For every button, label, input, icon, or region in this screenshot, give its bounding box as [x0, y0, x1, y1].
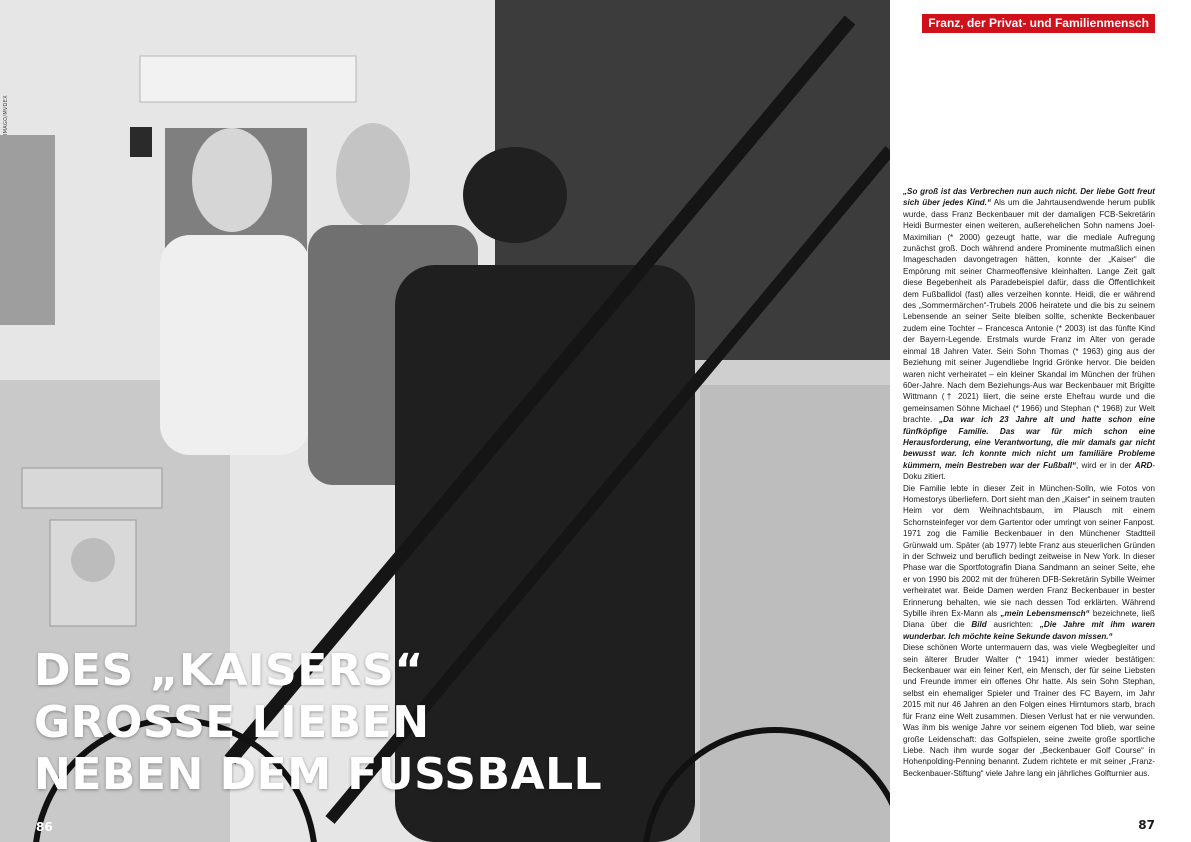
article-text: bezeichnete, ließ Diana über die — [903, 609, 1155, 630]
article-text: Als um die Jahrtausendwende herum publik wurde, dass Franz Beckenbauer mit der damaligen FCB-Sekretärin Heidi Burmester einen weiteren, außerehelichen Sohn namens Joel-Maximilian (* 2000) gezeugt hatte, war die mediale Aufregung zunächst groß. Doch während andere Prominente mutmaßlich einen Imageschaden davongetragen hätten, konnte der „Kaiser“ die Empörung mit seiner Charmeoffensive kleinhalten. Lange Zeit galt diese Begebenheit als Paradebeispiel dafür, dass die Öffentlichkeit dem Fußballidol (fast) alles verzeihen konnte. Heidi, die er während des „Sommermärchen“-Trubels 2006 heiratete und die bis zu seinem Lebensende an seiner Seite bleiben sollte, schenkte Beckenbauer zudem eine Tochter – Francesca Antonie (* 2003) ist das fünfte Kind der Bayern-Legende. Erstmals wurde Franz im Alter von gerade einmal 18 Jahren Vater. Sein Sohn Thomas (* 1963) ging aus der Beziehung mit seiner Jugendliebe Ingrid Grönke hervor. Die beiden waren nicht verheiratet – ein kleiner Skandal im München der frühen 60er-Jahre. Nach dem Beziehungs-Aus war Beckenbauer mit Brigitte Wittmann († 2021) liiert, die seine erste Ehefrau wurde und die gemeinsamen Söhne Michael (* 1966) und Stephan (* 1968) zur Welt brachte. — [903, 198, 1155, 425]
article-text: ausrichten: — [986, 620, 1040, 630]
article-text: -Doku zitiert. — [903, 460, 1156, 482]
headline-line-2: GROSSE LIEBEN — [34, 697, 430, 748]
article-paragraph-1 — [903, 186, 1155, 483]
headline — [34, 645, 602, 801]
photo-credit: IMAGO/MVDEX — [3, 95, 9, 136]
article-paragraph-2 — [903, 483, 1155, 643]
article-source: Bild — [971, 620, 987, 630]
article-body — [903, 186, 1155, 779]
article-paragraph-3: Diese schönen Worte untermauern das, was viele Wegbegleiter und sein älterer Bruder Walter (* 1941) immer wieder bestätigen: Beckenbauer war ein feiner Kerl, ein Mensch, der für seine Liebsten und Freunde immer ein offenes Ohr hatte. Als sein Sohn Stephan, selbst ein ehemaliger Spieler und Trainer des FC Bayern, im Jahr 2015 mit nur 46 Jahren an den Folgen eines Hirntumors starb, brach für Franz eine Welt zusammen. Diesen Verlust hat er nie verwunden. Was ihm bis wenige Jahre vor seinem eigenen Tod blieb, war seine große Leidenschaft: das Golfspielen, seine zweite große sportliche Liebe. Nach ihm wurde sogar der „Beckenbauer Golf Course“ in Hohenpolding-Penning benannt. Zudem richtete er mit seiner „Franz-Beckenbauer-Stiftung“ viele Jahre lang ein jährliches Golfturnier aus. — [903, 643, 1155, 778]
article-quote: „Da war ich 23 Jahre alt und hatte schon eine fünfköpfige Familie. Das war für mich schon eine Herausforderung, eine Verantwortung, die mir damals gar nicht bewusst war. Ich konnte mich nicht um familiäre Probleme kümmern, mein Bestreben war der Fußball“ — [903, 415, 1155, 470]
article-quote: „So groß ist das Verbrechen nun auch nicht. Der liebe Gott freut sich über jedes Kind.“ — [903, 187, 1155, 208]
article-quote: „Die Jahre mit ihm waren wunderbar. Ich möchte keine Sekunde davon missen.“ — [903, 620, 1155, 641]
headline-line-3: NEBEN DEM FUSSBALL — [34, 749, 603, 800]
article-text: , wird er in der — [1076, 460, 1135, 470]
page-number-right: 87 — [1138, 818, 1155, 832]
article-text: Die Familie lebte in dieser Zeit in München-Solln, wie Fotos von Homestorys überliefern. Dort sieht man den „Kaiser“ in seinem trauten Heim vor dem Weihnachtsbaum, im Plausch mit einem Schornsteinfeger vor dem Gartentor oder umringt von seiner Fanpost. 1971 zog die Familie Beckenbauer in den Münchener Stadtteil Grünwald um. Später (ab 1977) lebte Franz aus steuerlichen Gründen in der Schweiz und beruflich bedingt zeitweise in New York. In dieser Phase war die Sportfotografin Diana Sandmann an seiner Seite, ehe er von 1990 bis 2002 mit der früheren DFB-Sekretärin Sybille Weimer verheiratet war. Beide Damen werden Franz Beckenbauer in bester Erinnerung behalten, wie sie nach dessen Tod erklärten. Während Sybille ihren Ex-Mann als — [903, 483, 1155, 619]
article-quote: „mein Lebensmensch“ — [1000, 609, 1090, 619]
section-tag: Franz, der Privat- und Familienmensch — [922, 14, 1155, 33]
article-source: ARD — [1134, 460, 1153, 470]
page-number-left: 86 — [36, 820, 53, 834]
headline-line-1: DES „KAISERS“ — [34, 645, 424, 696]
